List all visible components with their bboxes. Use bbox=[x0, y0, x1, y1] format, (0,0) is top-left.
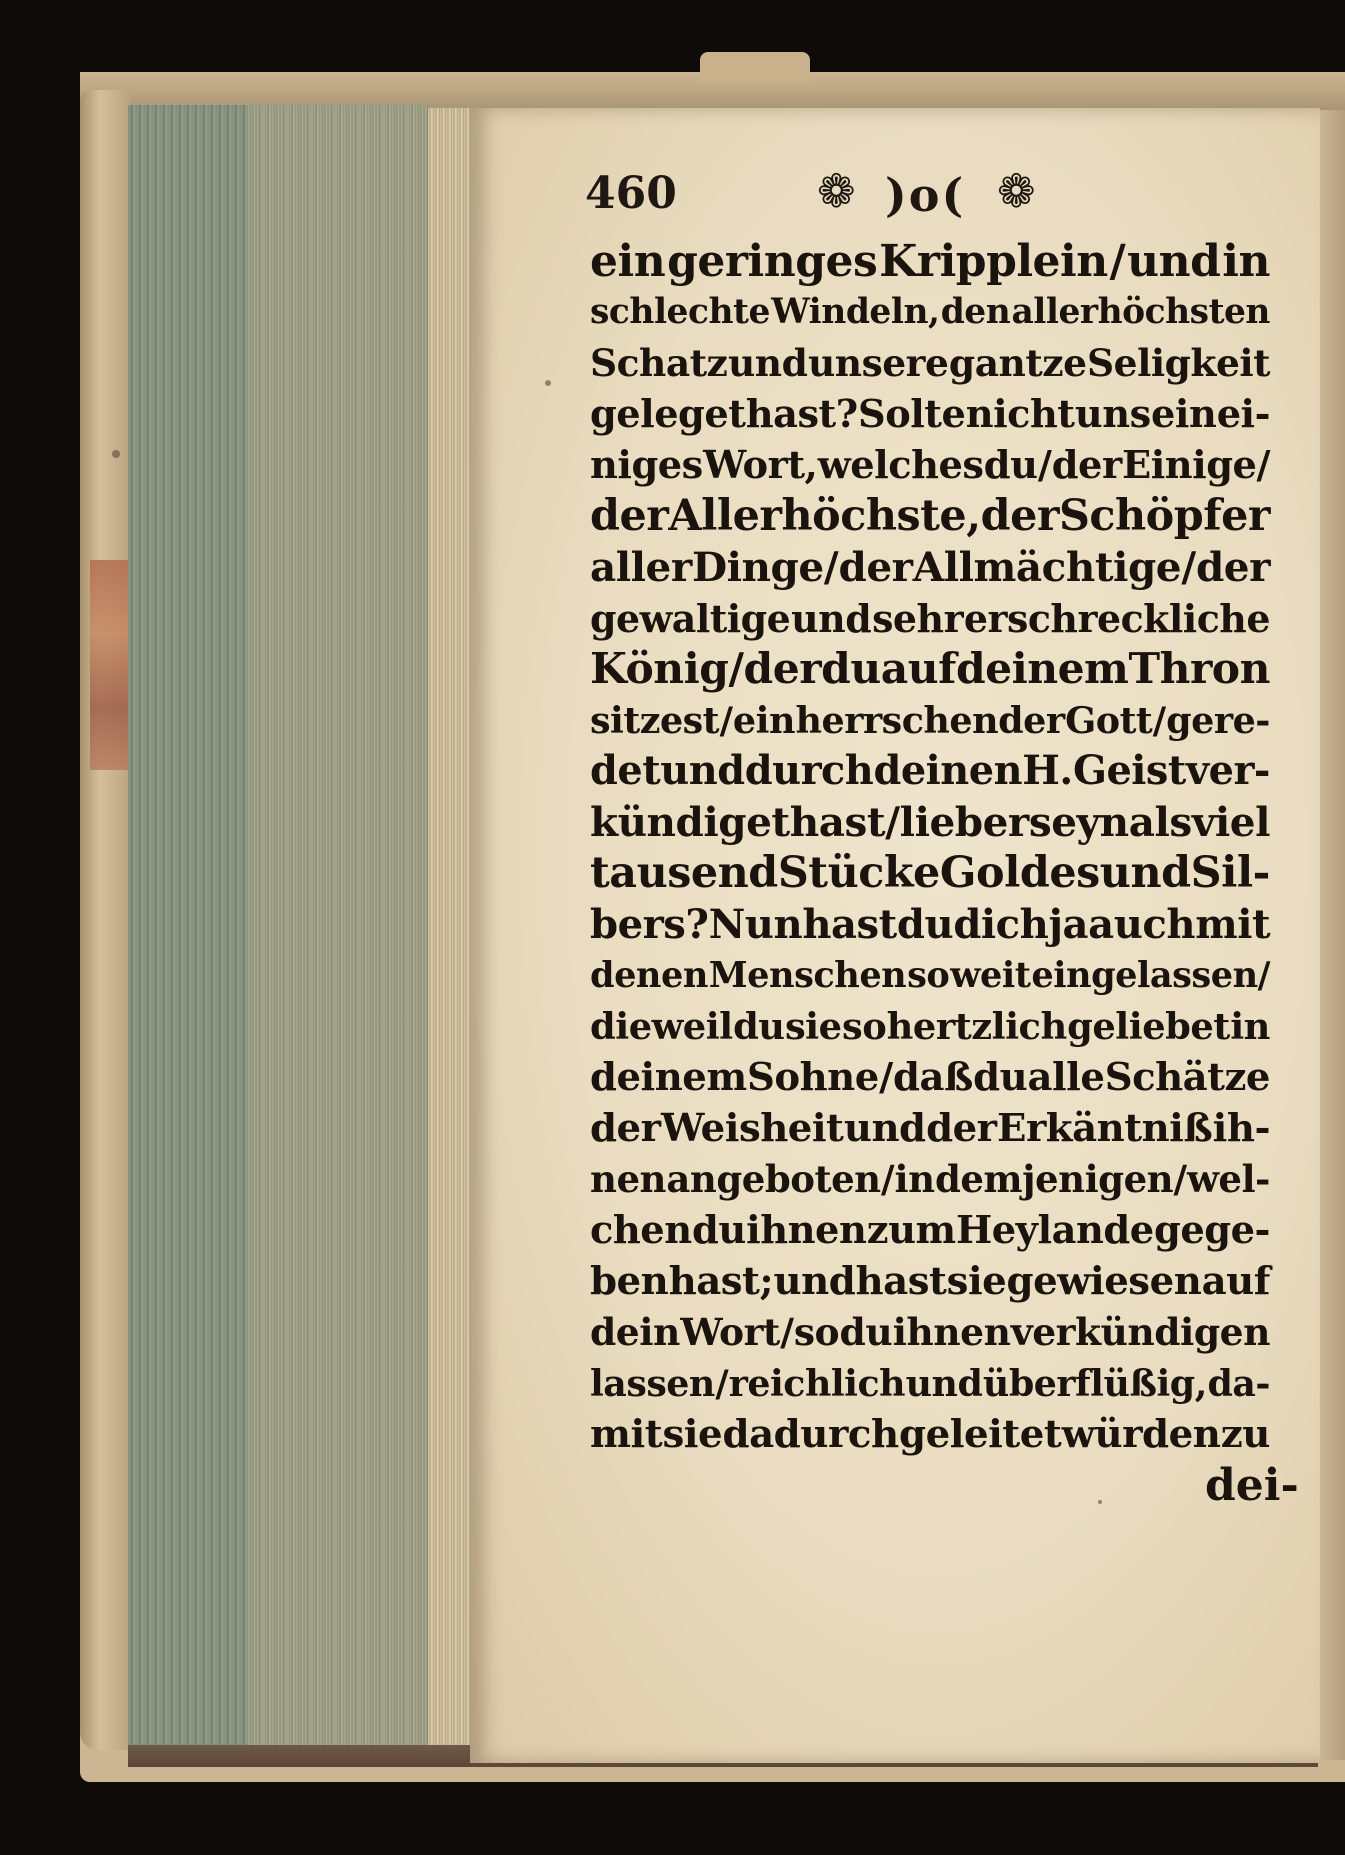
text-line: tausend Stücke Goldes und Sil- bbox=[590, 848, 1270, 898]
text-line: nen angeboten / in demjenigen / wel- bbox=[590, 1157, 1270, 1201]
text-line: König / der du auf deinem Thron bbox=[590, 644, 1270, 694]
text-line: gewaltige und sehr erschreckliche bbox=[590, 596, 1270, 641]
page-text bbox=[590, 236, 1270, 1460]
text-line: mit sie dadurch geleitet würden zu bbox=[590, 1412, 1270, 1457]
text-line: geleget hast? Solte nicht uns ein ei- bbox=[590, 392, 1270, 437]
page-header bbox=[585, 164, 1285, 228]
flower-ornament-icon: ❁ bbox=[997, 164, 1036, 218]
text-line: deinem Sohne / daß du alle Schätze bbox=[590, 1055, 1270, 1100]
binding-stain bbox=[90, 560, 128, 770]
text-line: der Allerhöchste, der Schöpfer bbox=[590, 491, 1271, 541]
text-line: chen du ihnen zum Heylande gege- bbox=[590, 1208, 1270, 1253]
text-line: Schatz und unsere gantze Seligkeit bbox=[590, 341, 1270, 385]
text-line: schlechte Windeln, den allerhöchsten bbox=[590, 292, 1270, 332]
text-line: kündiget hast / lieber seyn als viel bbox=[590, 798, 1270, 846]
text-line: bers? Nun hast du dich ja auch mit bbox=[590, 901, 1270, 948]
page-number: 460 bbox=[585, 168, 677, 219]
text-line: det und durch deinen H. Geist ver- bbox=[590, 748, 1270, 794]
left-page-block bbox=[128, 105, 428, 1745]
page-leaf-edges bbox=[428, 108, 473, 1763]
text-line: denen Menschen so weit eingelassen/ bbox=[590, 955, 1270, 996]
text-line: der Weisheit und der Erkäntniß ih- bbox=[590, 1106, 1270, 1151]
header-mark: )o( bbox=[885, 168, 966, 222]
book-spine-edge bbox=[80, 90, 130, 1750]
text-line: lassen / reichlich und überflüßig, da- bbox=[590, 1362, 1270, 1405]
text-line: sitzest / ein herrschender Gott / gere- bbox=[590, 699, 1270, 742]
page-right-edge bbox=[1318, 110, 1345, 1760]
text-line: niges Wort, welches du / der Einige/ bbox=[590, 443, 1270, 488]
book-top-tab bbox=[700, 52, 810, 82]
text-line: ein geringes Kripplein / und in bbox=[590, 236, 1270, 287]
catchword: dei- bbox=[1205, 1460, 1299, 1511]
flower-ornament-icon: ❁ bbox=[817, 164, 856, 218]
page-speck bbox=[545, 380, 551, 386]
page-speck bbox=[1098, 1500, 1102, 1504]
text-line: ben hast; und hast sie gewiesen auf bbox=[590, 1259, 1270, 1304]
text-line: dein Wort / so du ihnen verkündigen bbox=[590, 1310, 1270, 1354]
text-line: aller Dinge / der Allmächtige / der bbox=[590, 543, 1270, 591]
binding-speck bbox=[112, 450, 120, 458]
text-line: dieweil du sie so hertzlich geliebet in bbox=[590, 1004, 1270, 1048]
